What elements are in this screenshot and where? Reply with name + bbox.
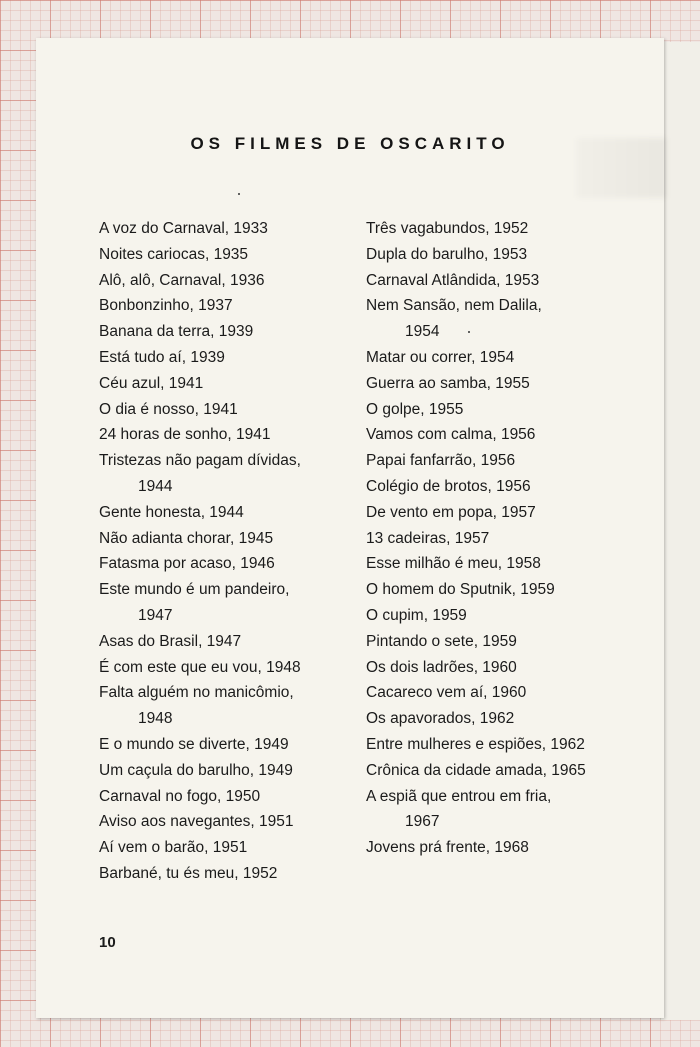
page-title: OS FILMES DE OSCARITO xyxy=(190,134,510,153)
film-entry: Colégio de brotos, 1956 xyxy=(366,477,531,495)
film-entry: Tristezas não pagam dívidas, xyxy=(99,452,301,470)
film-entry: Crônica da cidade amada, 1965 xyxy=(366,761,586,779)
film-entry: Três vagabundos, 1952 xyxy=(366,220,529,237)
film-entry: 24 horas de sonho, 1941 xyxy=(99,426,271,444)
film-entry: Alô, alô, Carnaval, 1936 xyxy=(99,271,265,289)
film-entry: Guerra ao samba, 1955 xyxy=(366,374,530,392)
film-entry: Céu azul, 1941 xyxy=(99,374,204,392)
film-entry: Carnaval Atlândida, 1953 xyxy=(366,271,540,289)
film-entry: Os apavorados, 1962 xyxy=(366,710,515,728)
adjacent-page xyxy=(660,42,700,1020)
film-entry: Não adianta chorar, 1945 xyxy=(99,529,274,547)
film-entry: 1967 xyxy=(405,813,440,831)
film-entry: Entre mulheres e espiões, 1962 xyxy=(366,735,585,753)
film-entry: Banana da terra, 1939 xyxy=(99,323,254,341)
film-entry: Um caçula do barulho, 1949 xyxy=(99,761,293,779)
film-entry: É com este que eu vou, 1948 xyxy=(99,658,301,676)
film-entry: Papai fanfarrão, 1956 xyxy=(366,452,516,470)
film-entry: Vamos com calma, 1956 xyxy=(366,426,536,444)
film-entry: 1948 xyxy=(138,710,173,728)
film-entry: Os dois ladrões, 1960 xyxy=(366,658,517,676)
film-entry: A voz do Carnaval, 1933 xyxy=(99,220,268,237)
film-entry: Gente honesta, 1944 xyxy=(99,503,244,521)
film-entry: Falta alguém no manicômio, xyxy=(99,684,294,702)
film-entry: 13 cadeiras, 1957 xyxy=(366,529,490,547)
film-entry: Aí vem o barão, 1951 xyxy=(99,839,248,857)
film-entry: Esse milhão é meu, 1958 xyxy=(366,555,541,573)
film-entry: Está tudo aí, 1939 xyxy=(99,348,225,366)
film-entry: O homem do Sputnik, 1959 xyxy=(366,581,555,599)
film-entry: E o mundo se diverte, 1949 xyxy=(99,735,289,753)
film-list-left-column xyxy=(99,216,354,887)
film-entry: De vento em popa, 1957 xyxy=(366,503,536,521)
film-entry: 1944 xyxy=(138,477,173,495)
film-entry: O golpe, 1955 xyxy=(366,400,464,418)
film-entry: Dupla do barulho, 1953 xyxy=(366,245,528,263)
film-entry: 1947 xyxy=(138,606,173,624)
film-entry: Fatasma por acaso, 1946 xyxy=(99,555,275,573)
film-entry: Carnaval no fogo, 1950 xyxy=(99,787,261,805)
film-entry: Nem Sansão, nem Dalila, xyxy=(366,297,542,315)
film-entry: Aviso aos navegantes, 1951 xyxy=(99,813,294,831)
film-entry: O cupim, 1959 xyxy=(366,606,467,624)
film-entry: Bonbonzinho, 1937 xyxy=(99,297,233,315)
film-entry: Jovens prá frente, 1968 xyxy=(366,839,529,857)
film-entry: Pintando o sete, 1959 xyxy=(366,632,517,650)
film-entry: 1954 xyxy=(405,323,440,341)
film-entry: Noites cariocas, 1935 xyxy=(99,245,249,263)
film-entry: Barbané, tu és meu, 1952 xyxy=(99,864,278,882)
speck xyxy=(238,193,240,195)
film-entry: Matar ou correr, 1954 xyxy=(366,348,515,366)
film-entry: A espiã que entrou em fria, xyxy=(366,787,552,805)
film-entry: Cacareco vem aí, 1960 xyxy=(366,684,527,702)
film-list-right-column xyxy=(366,216,626,861)
page-number: 10 xyxy=(99,934,116,951)
film-entry: O dia é nosso, 1941 xyxy=(99,400,238,418)
film-entry: Asas do Brasil, 1947 xyxy=(99,632,242,650)
film-entry: Este mundo é um pandeiro, xyxy=(99,581,290,599)
